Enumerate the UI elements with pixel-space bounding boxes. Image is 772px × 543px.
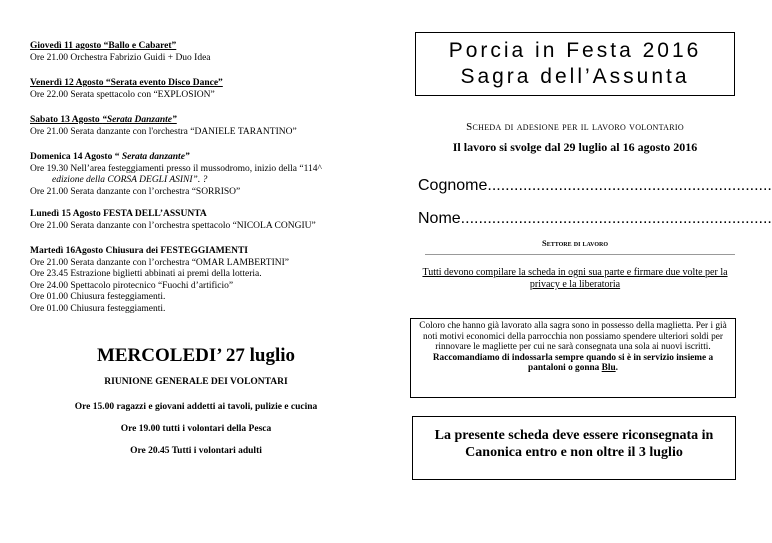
meeting-line-1: Ore 15.00 ragazzi e giovani addetti ai tavoli, pulizie e cucina [74, 402, 318, 412]
event-friday [30, 78, 223, 101]
meeting-line-2: Ore 19.00 tutti i volontari della Pesca [120, 424, 272, 434]
event-title: Lunedì 15 Agosto FESTA DELL’ASSUNTA [30, 209, 207, 219]
deadline-box [412, 416, 736, 480]
event-monday [30, 209, 316, 232]
event-title: Martedì 16Agosto Chiusura dei FESTEGGIAMENTI [30, 246, 248, 256]
notice-text: Coloro che hanno già lavorato alla sagra sono in possesso della maglietta. Per i già noti motivi economici della parrocchia non possiamo spendere ulteriori soldi per rinnovare le magliette per cui ne sarà consegnata una sola ai nuovi iscritti. [419, 321, 727, 353]
work-period: Il lavoro si svolge dal 29 luglio al 16 agosto 2016 [452, 140, 698, 154]
event-title [30, 152, 322, 164]
event-line: Ore 01.00 Chiusura festeggiamenti. [30, 303, 166, 314]
instructions: Tutti devono compilare la scheda in ogni sua parte e firmare due volte per la privacy e la liberatoria [422, 267, 728, 290]
tshirt-notice [410, 318, 736, 398]
meeting-line-3: Ore 20.45 Tutti i volontari adulti [130, 446, 262, 456]
event-title-plain: Sabato 13 Agosto [30, 115, 103, 125]
event-sunday [30, 152, 322, 198]
event-line: Ore 24.00 Spettacolo pirotecnico “Fuochi d’artificio” [30, 280, 234, 291]
deadline-text: La presente scheda deve essere riconsegnata in Canonica entro e non oltre il 3 luglio [434, 428, 714, 460]
event-line: Ore 21.00 Serata danzante con l’orchestra “OMAR LAMBERTINI” [30, 257, 290, 268]
event-line: Ore 21.00 Serata danzante con l’orchestra “SORRISO” [30, 186, 241, 197]
event-line: Ore 22.00 Serata spettacolo con “EXPLOSION” [30, 89, 215, 100]
event-thursday [30, 41, 211, 64]
event-title-italic: “Serata Danzante” [102, 115, 177, 125]
event-line: Ore 21.00 Orchestra Fabrizio Guidi + Duo Idea [30, 52, 211, 63]
form-heading: Scheda di adesione per il lavoro volontario [466, 121, 684, 133]
event-line: Ore 21.00 Serata danzante con l’orchestra spettacolo “NICOLA CONGIU” [30, 220, 316, 231]
festival-title: Porcia in Festa 2016 [448, 39, 702, 62]
event-title-plain: Domenica 14 Agosto “ [30, 152, 122, 162]
surname-field[interactable]: Cognome................................................................ [418, 177, 772, 194]
festival-title-box [415, 32, 735, 96]
event-saturday [30, 115, 297, 138]
notice-blu: Blu [601, 363, 616, 374]
event-line: Ore 21.00 Serata danzante con l'orchestra “DANIELE TARANTINO” [30, 126, 297, 137]
event-tuesday [30, 246, 289, 315]
work-sector-label: Settore di lavoro [542, 238, 608, 248]
event-title: Giovedì 11 agosto “Ballo e Cabaret” [30, 41, 177, 51]
event-line: Ore 01.00 Chiusura festeggiamenti. [30, 292, 166, 302]
event-title [30, 115, 297, 127]
event-title: Venerdì 12 Agosto “Serata evento Disco Dance” [30, 78, 223, 88]
event-title-italic: Serata danzante” [121, 152, 190, 162]
work-sector-line[interactable] [425, 254, 735, 255]
event-line-indent: edizione della CORSA DEGLI ASINI”. ? [52, 175, 208, 185]
meeting-subtitle: RIUNIONE GENERALE DEI VOLONTARI [104, 377, 288, 387]
name-field[interactable]: Nome...................................................................... [418, 210, 772, 227]
meeting-title: MERCOLEDI’ 27 luglio [96, 345, 296, 366]
notice-end: . [615, 363, 618, 374]
festival-subtitle: Sagra dell’Assunta [460, 65, 690, 88]
event-line: Ore 19.30 Nell’area festeggiamenti presso il mussodromo, inizio della “114^ [30, 163, 322, 174]
notice-bold: Raccomandiamo di indossarla sempre quando si è in servizio insieme a pantaloni o gonna [432, 352, 714, 374]
event-line: Ore 23.45 Estrazione biglietti abbinati ai premi della lotteria. [30, 269, 262, 279]
